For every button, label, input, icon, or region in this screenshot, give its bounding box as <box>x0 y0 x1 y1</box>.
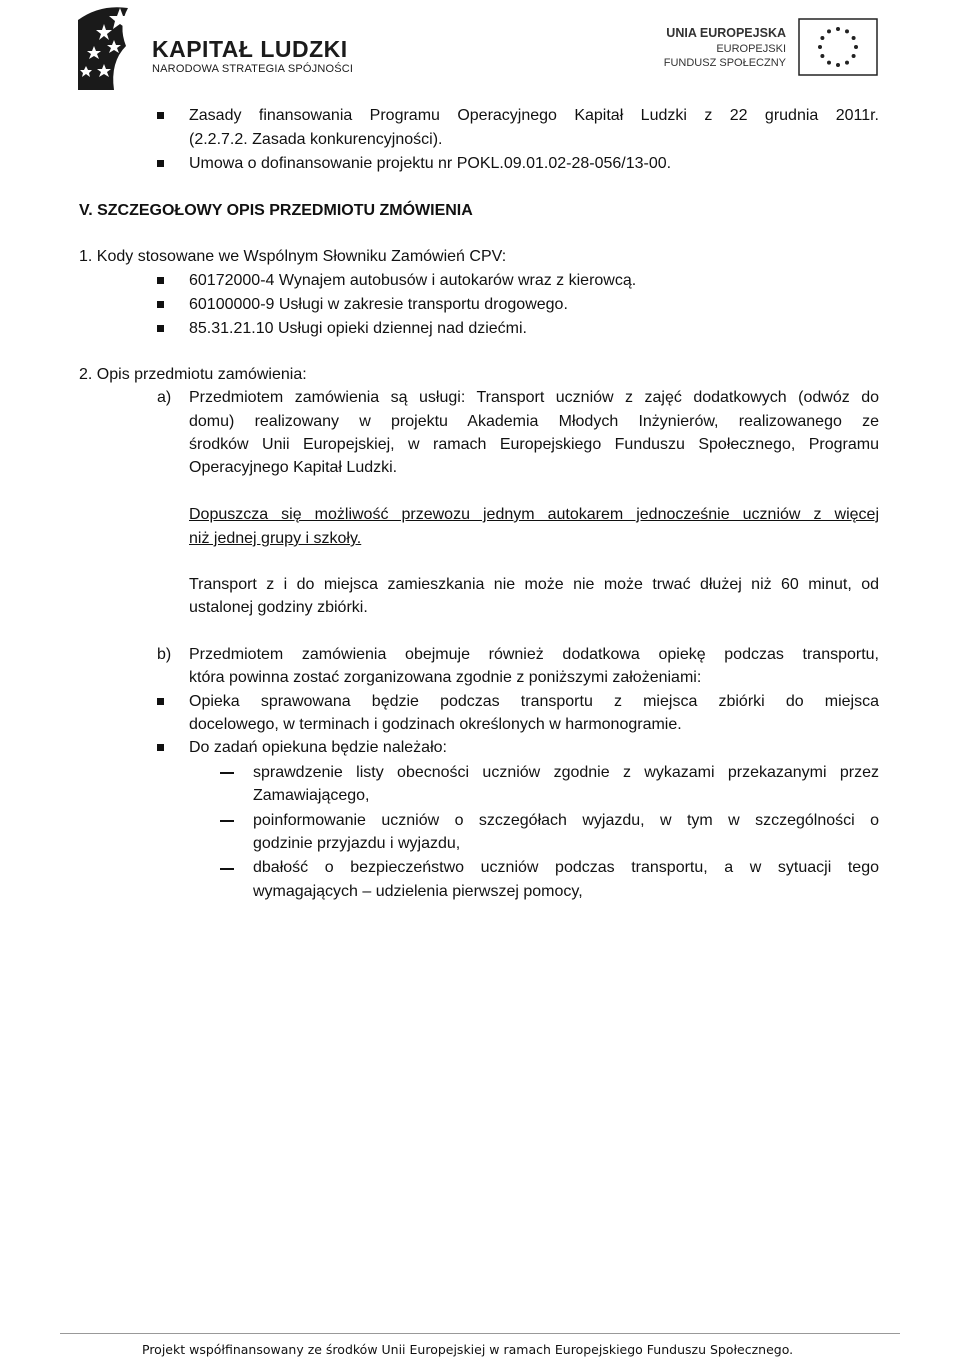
opis-heading: 2. Opis przedmiotu zamówienia: <box>79 366 307 383</box>
duty-2-line-1: poinformowanie uczniów o szczegółach wyjazdu, w tym w szczególności o <box>253 812 879 829</box>
item-a-line-4: Operacyjnego Kapitał Ludzki. <box>189 459 398 476</box>
footer-text: Projekt współfinansowany ze środków Unii Europejskiej w ramach Europejskiego Funduszu Społecznego. <box>142 1342 794 1357</box>
duty-1-line-2: Zamawiającego, <box>253 787 370 804</box>
duty-1-line-1: sprawdzenie listy obecności uczniów zgodnie z wykazami przekazanymi przez <box>253 764 879 781</box>
care-bullet-1-line-2: docelowego, w terminach i godzinach określonych w harmonogramie. <box>189 716 682 733</box>
cpv-heading: 1. Kody stosowane we Wspólnym Słowniku Zamówień CPV: <box>79 248 507 265</box>
duty-2-line-2: godzinie przyjazdu i wyjazdu, <box>253 835 461 852</box>
item-a-line-3: środków Unii Europejskiej, w ramach Europejskiego Funduszu Społecznego, Programu <box>189 436 879 453</box>
section-title: V. SZCZEGOŁOWY OPIS PRZEDMIOTU ZMÓWIENIA <box>79 202 473 219</box>
cpv-item: 60172000-4 Wynajem autobusów i autokarów wraz z kierowcą. <box>189 272 637 289</box>
kapital-ludzki-title: KAPITAŁ LUDZKI <box>152 36 348 62</box>
item-b-label: b) <box>157 646 172 663</box>
dash-bullet-icon <box>220 868 234 870</box>
bullet-square-icon <box>157 277 164 284</box>
duty-3-line-2: wymagających – udzielenia pierwszej pomocy, <box>253 883 583 900</box>
intro-bullet-1-line-2: (2.2.7.2. Zasada konkurencyjności). <box>189 131 443 148</box>
footer-divider <box>60 1333 900 1334</box>
bullet-square-icon <box>157 112 164 119</box>
intro-bullet-2: Umowa o dofinansowanie projektu nr POKL.09.01.02-28-056/13-00. <box>189 155 672 172</box>
duty-3-line-1: dbałość o bezpieczeństwo uczniów podczas transportu, a w sytuacji tego <box>253 859 879 876</box>
kapital-ludzki-subtitle: NARODOWA STRATEGIA SPÓJNOŚCI <box>152 63 354 75</box>
eu-logo <box>660 16 882 78</box>
dash-bullet-icon <box>220 820 234 822</box>
underlined-note-line-1: Dopuszcza się możliwość przewozu jednym autokarem jednocześnie uczniów z więcej <box>189 506 879 523</box>
item-a-line-1: Przedmiotem zamówienia są usługi: Transport uczniów z zajęć dodatkowych (odwóz do <box>189 389 879 406</box>
cpv-item: 60100000-9 Usługi w zakresie transportu drogowego. <box>189 296 568 313</box>
eu-logo-line1: UNIA EUROPEJSKA <box>666 26 786 40</box>
eu-logo-line3: FUNDUSZ SPOŁECZNY <box>663 57 786 69</box>
item-a-line-2: domu) realizowany w projektu Akademia Młodych Inżynierów, realizowanego ze <box>189 413 879 430</box>
kapital-ludzki-logo <box>70 2 360 92</box>
dash-bullet-icon <box>220 772 234 774</box>
eu-flag-icon <box>798 18 878 76</box>
bullet-square-icon <box>157 698 164 705</box>
item-a-label: a) <box>157 389 172 406</box>
eu-logo-line2: EUROPEJSKI <box>716 43 786 55</box>
care-bullet-1-line-1: Opieka sprawowana będzie podczas transportu z miejsca zbiórki do miejsca <box>189 693 879 710</box>
transport-line-2: ustalonej godziny zbiórki. <box>189 599 368 616</box>
bullet-square-icon <box>157 160 164 167</box>
underlined-note-line-2: niż jednej grupy i szkoły. <box>189 530 362 547</box>
intro-bullet-1-line-1: Zasady finansowania Programu Operacyjnego Kapitał Ludzki z 22 grudnia 2011r. <box>189 107 879 124</box>
item-b-line-2: która powinna zostać zorganizowana zgodnie z poniższymi założeniami: <box>189 669 702 686</box>
care-bullet-2: Do zadań opiekuna będzie należało: <box>189 739 447 756</box>
bullet-square-icon <box>157 325 164 332</box>
item-b-line-1: Przedmiotem zamówienia obejmuje również dodatkowa opiekę podczas transportu, <box>189 646 879 663</box>
bullet-square-icon <box>157 301 164 308</box>
cpv-item: 85.31.21.10 Usługi opieki dziennej nad dziećmi. <box>189 320 527 337</box>
kapital-ludzki-emblem-icon <box>70 2 142 92</box>
bullet-square-icon <box>157 744 164 751</box>
transport-line-1: Transport z i do miejsca zamieszkania nie może nie może trwać dłużej niż 60 minut, od <box>189 576 879 593</box>
